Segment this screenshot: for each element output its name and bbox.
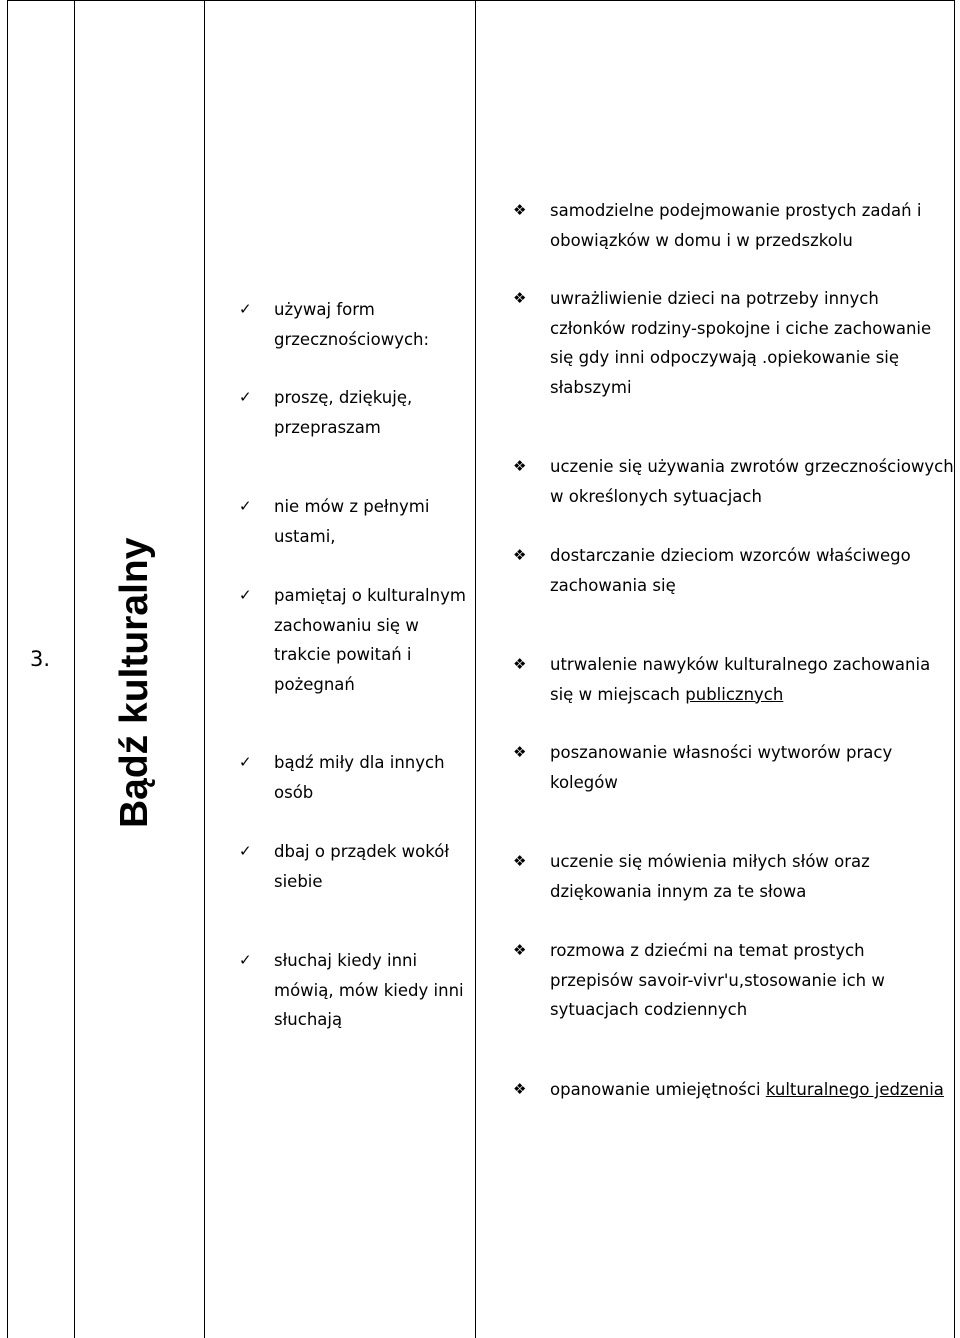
check-mark-icon: ✓ [239,842,252,860]
rule-item: ✓ nie mów z pełnymi ustami, [274,492,429,551]
row-number: 3. [30,647,51,671]
column-divider-1 [74,0,75,1338]
diamond-bullet-icon: ❖ [513,743,527,761]
table-border-top [7,0,955,1]
diamond-bullet-icon: ❖ [513,655,527,673]
goal-item: ❖ samodzielne podejmowanie prostych zadań i obowiązków w domu i w przedszkolu [550,196,921,255]
goal-item: ❖ dostarczanie dzieciom wzorców właściwego zachowania się [550,541,911,600]
diamond-bullet-icon: ❖ [513,941,527,959]
goal-item: ❖ poszanowanie własności wytworów pracy kolegów [550,738,892,797]
check-mark-icon: ✓ [239,300,252,318]
goal-item: ❖ uczenie się używania zwrotów grzecznościowych w określonych sytuacjach [550,452,954,511]
goal-item: ❖ uczenie się mówienia miłych słów oraz dziękowania innym za te słowa [550,847,870,906]
goal-item: ❖ utrwalenie nawyków kulturalnego zachowania się w miejscach publicznych [550,650,930,709]
diamond-bullet-icon: ❖ [513,546,527,564]
column-divider-3 [475,0,476,1338]
check-mark-icon: ✓ [239,497,252,515]
check-mark-icon: ✓ [239,951,252,969]
check-mark-icon: ✓ [239,586,252,604]
table-border-left [7,0,8,1338]
rule-item: ✓ bądź miły dla innych osób [274,748,445,807]
diamond-bullet-icon: ❖ [513,289,527,307]
column-divider-2 [204,0,205,1338]
row-title: Bądź kulturalny [113,537,156,828]
rule-item: ✓ pamiętaj o kulturalnym zachowaniu się w trakcie powitań i pożegnań [274,581,466,699]
table-border-right [954,0,955,1338]
rule-item: ✓ dbaj o prządek wokół siebie [274,837,449,896]
rule-item: ✓ słuchaj kiedy inni mówią, mów kiedy inni słuchają [274,946,464,1035]
check-mark-icon: ✓ [239,753,252,771]
diamond-bullet-icon: ❖ [513,852,527,870]
goal-item: ❖ opanowanie umiejętności kulturalnego jedzenia [550,1075,944,1105]
check-mark-icon: ✓ [239,388,252,406]
diamond-bullet-icon: ❖ [513,457,527,475]
underlined-phrase: kulturalnego jedzenia [765,1080,944,1099]
rule-item: ✓ używaj form grzecznościowych: [274,295,429,354]
goal-item: ❖ rozmowa z dziećmi na temat prostych przepisów savoir-vivr'u,stosowanie ich w sytuacjach codziennych [550,936,885,1025]
rule-item: ✓ proszę, dziękuję, przepraszam [274,383,412,442]
diamond-bullet-icon: ❖ [513,1080,527,1098]
underlined-phrase: publicznych [685,684,784,704]
goal-item: ❖ uwrażliwienie dzieci na potrzeby innych członków rodziny-spokojne i ciche zachowanie się gdy inni odpoczywają .opiekowanie się słabszymi [550,284,931,402]
diamond-bullet-icon: ❖ [513,201,527,219]
